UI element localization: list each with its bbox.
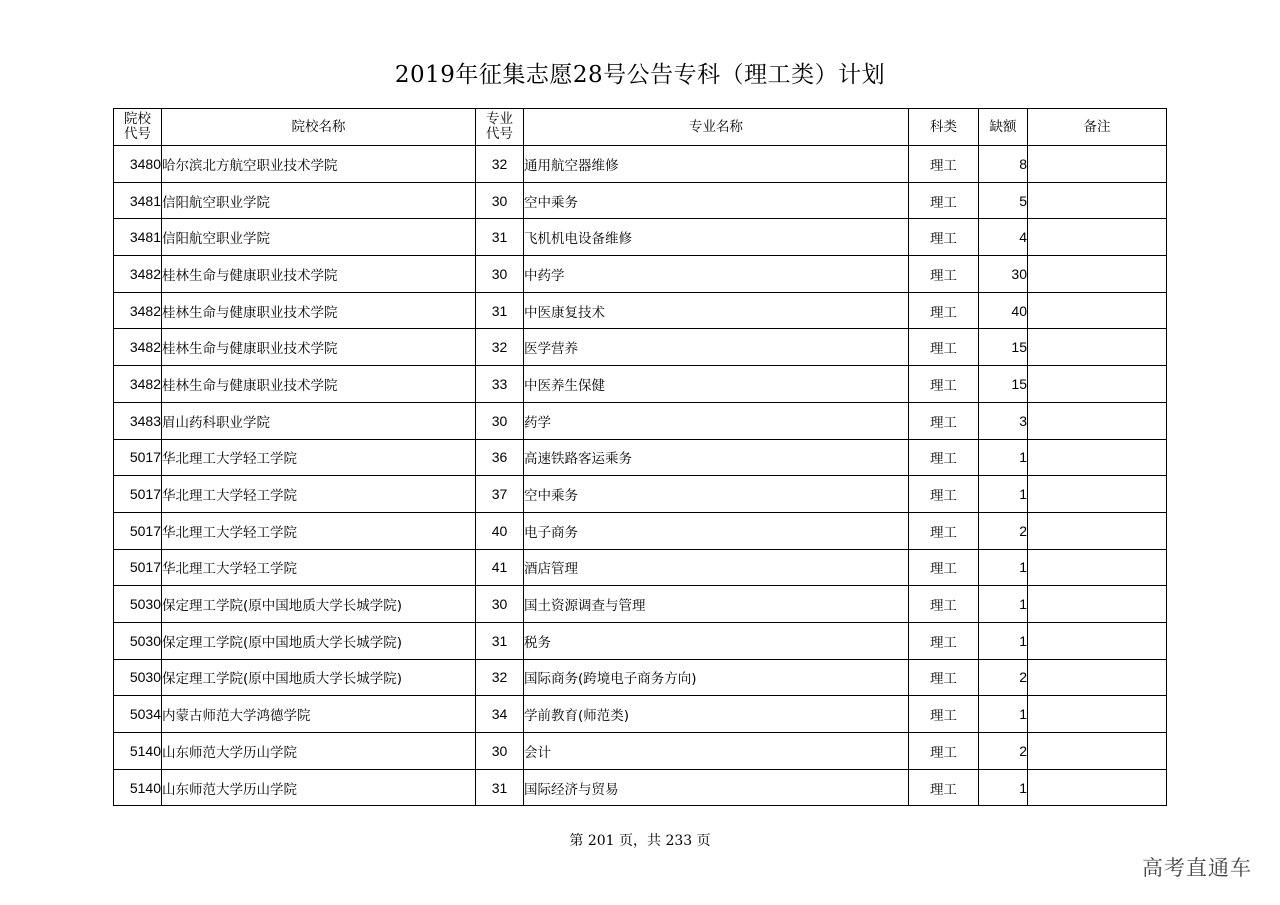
header-school-name: 院校名称 bbox=[162, 109, 476, 146]
cell-note bbox=[1028, 586, 1167, 623]
cell-major-name: 酒店管理 bbox=[524, 549, 909, 586]
cell-school-code: 5030 bbox=[114, 586, 162, 623]
cell-major-name: 中药学 bbox=[524, 256, 909, 293]
cell-note bbox=[1028, 659, 1167, 696]
cell-quota: 2 bbox=[979, 512, 1028, 549]
cell-note bbox=[1028, 439, 1167, 476]
cell-major-code: 32 bbox=[476, 146, 524, 183]
cell-school-code: 3483 bbox=[114, 402, 162, 439]
cell-school-name: 保定理工学院(原中国地质大学长城学院) bbox=[162, 659, 476, 696]
cell-school-name: 信阳航空职业学院 bbox=[162, 219, 476, 256]
table-header-row bbox=[114, 109, 1167, 146]
cell-category: 理工 bbox=[909, 512, 979, 549]
header-school-code bbox=[114, 109, 162, 146]
table-row bbox=[114, 622, 1167, 659]
cell-note bbox=[1028, 256, 1167, 293]
header-quota: 缺额 bbox=[979, 109, 1028, 146]
cell-school-name: 桂林生命与健康职业技术学院 bbox=[162, 292, 476, 329]
header-note: 备注 bbox=[1028, 109, 1167, 146]
cell-quota: 1 bbox=[979, 549, 1028, 586]
cell-school-code: 5140 bbox=[114, 733, 162, 770]
cell-school-name: 华北理工大学轻工学院 bbox=[162, 439, 476, 476]
table-row bbox=[114, 512, 1167, 549]
cell-major-name: 医学营养 bbox=[524, 329, 909, 366]
cell-quota: 1 bbox=[979, 696, 1028, 733]
cell-major-name: 国际经济与贸易 bbox=[524, 769, 909, 806]
cell-school-code: 3482 bbox=[114, 366, 162, 403]
cell-major-code: 31 bbox=[476, 769, 524, 806]
table-row bbox=[114, 329, 1167, 366]
cell-quota: 4 bbox=[979, 219, 1028, 256]
table-row bbox=[114, 549, 1167, 586]
cell-major-code: 41 bbox=[476, 549, 524, 586]
cell-major-code: 30 bbox=[476, 586, 524, 623]
cell-school-name: 华北理工大学轻工学院 bbox=[162, 549, 476, 586]
cell-category: 理工 bbox=[909, 366, 979, 403]
table-row bbox=[114, 769, 1167, 806]
cell-school-name: 山东师范大学历山学院 bbox=[162, 769, 476, 806]
cell-quota: 1 bbox=[979, 769, 1028, 806]
cell-note bbox=[1028, 292, 1167, 329]
cell-note bbox=[1028, 366, 1167, 403]
cell-major-name: 空中乘务 bbox=[524, 476, 909, 513]
cell-quota: 1 bbox=[979, 622, 1028, 659]
table-row bbox=[114, 586, 1167, 623]
cell-quota: 5 bbox=[979, 182, 1028, 219]
cell-quota: 40 bbox=[979, 292, 1028, 329]
cell-major-code: 32 bbox=[476, 329, 524, 366]
cell-note bbox=[1028, 733, 1167, 770]
header-school-code-label: 院校代号 bbox=[124, 111, 151, 142]
cell-school-name: 桂林生命与健康职业技术学院 bbox=[162, 366, 476, 403]
cell-major-name: 国际商务(跨境电子商务方向) bbox=[524, 659, 909, 696]
cell-major-name: 中医康复技术 bbox=[524, 292, 909, 329]
page-number: 第 201 页，共 233 页 bbox=[569, 833, 711, 849]
cell-school-name: 桂林生命与健康职业技术学院 bbox=[162, 256, 476, 293]
header-major-code-label: 专业代号 bbox=[486, 111, 513, 142]
cell-category: 理工 bbox=[909, 439, 979, 476]
cell-school-name: 桂林生命与健康职业技术学院 bbox=[162, 329, 476, 366]
cell-school-code: 3482 bbox=[114, 329, 162, 366]
cell-school-code: 5034 bbox=[114, 696, 162, 733]
cell-school-name: 华北理工大学轻工学院 bbox=[162, 512, 476, 549]
cell-note bbox=[1028, 146, 1167, 183]
cell-major-code: 30 bbox=[476, 182, 524, 219]
table-row bbox=[114, 733, 1167, 770]
cell-major-name: 电子商务 bbox=[524, 512, 909, 549]
cell-school-name: 眉山药科职业学院 bbox=[162, 402, 476, 439]
cell-school-name: 华北理工大学轻工学院 bbox=[162, 476, 476, 513]
table-row bbox=[114, 292, 1167, 329]
cell-school-code: 5017 bbox=[114, 476, 162, 513]
cell-major-code: 31 bbox=[476, 219, 524, 256]
cell-major-name: 药学 bbox=[524, 402, 909, 439]
plan-table bbox=[113, 108, 1167, 806]
cell-category: 理工 bbox=[909, 659, 979, 696]
page-title: 2019年征集志愿28号公告专科（理工类）计划 bbox=[394, 62, 886, 88]
table-row bbox=[114, 402, 1167, 439]
cell-note bbox=[1028, 622, 1167, 659]
cell-school-name: 保定理工学院(原中国地质大学长城学院) bbox=[162, 586, 476, 623]
cell-school-code: 3481 bbox=[114, 182, 162, 219]
table-row bbox=[114, 476, 1167, 513]
cell-major-code: 36 bbox=[476, 439, 524, 476]
cell-category: 理工 bbox=[909, 219, 979, 256]
cell-school-code: 3482 bbox=[114, 256, 162, 293]
cell-quota: 1 bbox=[979, 586, 1028, 623]
cell-school-code: 5017 bbox=[114, 512, 162, 549]
cell-school-code: 3481 bbox=[114, 219, 162, 256]
cell-note bbox=[1028, 329, 1167, 366]
cell-quota: 3 bbox=[979, 402, 1028, 439]
cell-category: 理工 bbox=[909, 146, 979, 183]
cell-major-name: 学前教育(师范类) bbox=[524, 696, 909, 733]
cell-category: 理工 bbox=[909, 696, 979, 733]
cell-major-code: 32 bbox=[476, 659, 524, 696]
cell-school-code: 5017 bbox=[114, 549, 162, 586]
cell-major-code: 34 bbox=[476, 696, 524, 733]
cell-category: 理工 bbox=[909, 182, 979, 219]
cell-note bbox=[1028, 769, 1167, 806]
table-row bbox=[114, 366, 1167, 403]
cell-major-name: 中医养生保健 bbox=[524, 366, 909, 403]
cell-major-code: 30 bbox=[476, 402, 524, 439]
cell-school-name: 信阳航空职业学院 bbox=[162, 182, 476, 219]
cell-quota: 2 bbox=[979, 733, 1028, 770]
cell-major-code: 37 bbox=[476, 476, 524, 513]
header-major-name: 专业名称 bbox=[524, 109, 909, 146]
cell-school-name: 内蒙古师范大学鸿德学院 bbox=[162, 696, 476, 733]
cell-category: 理工 bbox=[909, 292, 979, 329]
header-category: 科类 bbox=[909, 109, 979, 146]
cell-category: 理工 bbox=[909, 586, 979, 623]
table-row bbox=[114, 439, 1167, 476]
cell-quota: 8 bbox=[979, 146, 1028, 183]
cell-major-name: 飞机机电设备维修 bbox=[524, 219, 909, 256]
cell-quota: 1 bbox=[979, 476, 1028, 513]
cell-quota: 30 bbox=[979, 256, 1028, 293]
cell-major-name: 国土资源调查与管理 bbox=[524, 586, 909, 623]
cell-major-code: 31 bbox=[476, 622, 524, 659]
cell-category: 理工 bbox=[909, 329, 979, 366]
cell-category: 理工 bbox=[909, 476, 979, 513]
cell-school-code: 3480 bbox=[114, 146, 162, 183]
cell-category: 理工 bbox=[909, 622, 979, 659]
cell-note bbox=[1028, 512, 1167, 549]
cell-quota: 2 bbox=[979, 659, 1028, 696]
cell-major-code: 31 bbox=[476, 292, 524, 329]
cell-quota: 1 bbox=[979, 439, 1028, 476]
cell-school-code: 3482 bbox=[114, 292, 162, 329]
cell-note bbox=[1028, 696, 1167, 733]
watermark: 高考直通车 bbox=[1142, 856, 1252, 880]
cell-school-name: 保定理工学院(原中国地质大学长城学院) bbox=[162, 622, 476, 659]
cell-note bbox=[1028, 219, 1167, 256]
table-row bbox=[114, 659, 1167, 696]
cell-major-code: 33 bbox=[476, 366, 524, 403]
cell-school-code: 5017 bbox=[114, 439, 162, 476]
cell-category: 理工 bbox=[909, 549, 979, 586]
cell-note bbox=[1028, 549, 1167, 586]
cell-major-code: 30 bbox=[476, 733, 524, 770]
cell-major-name: 空中乘务 bbox=[524, 182, 909, 219]
cell-school-code: 5030 bbox=[114, 622, 162, 659]
cell-major-name: 会计 bbox=[524, 733, 909, 770]
cell-major-name: 高速铁路客运乘务 bbox=[524, 439, 909, 476]
cell-major-name: 通用航空器维修 bbox=[524, 146, 909, 183]
cell-major-name: 税务 bbox=[524, 622, 909, 659]
table-row bbox=[114, 182, 1167, 219]
table-row bbox=[114, 146, 1167, 183]
cell-major-code: 30 bbox=[476, 256, 524, 293]
cell-school-code: 5030 bbox=[114, 659, 162, 696]
cell-note bbox=[1028, 182, 1167, 219]
cell-school-name: 山东师范大学历山学院 bbox=[162, 733, 476, 770]
cell-category: 理工 bbox=[909, 402, 979, 439]
table-row bbox=[114, 219, 1167, 256]
cell-school-name: 哈尔滨北方航空职业技术学院 bbox=[162, 146, 476, 183]
cell-category: 理工 bbox=[909, 733, 979, 770]
cell-category: 理工 bbox=[909, 256, 979, 293]
header-major-code bbox=[476, 109, 524, 146]
cell-quota: 15 bbox=[979, 366, 1028, 403]
table-row bbox=[114, 256, 1167, 293]
cell-note bbox=[1028, 476, 1167, 513]
cell-category: 理工 bbox=[909, 769, 979, 806]
cell-quota: 15 bbox=[979, 329, 1028, 366]
cell-school-code: 5140 bbox=[114, 769, 162, 806]
table-row bbox=[114, 696, 1167, 733]
cell-major-code: 40 bbox=[476, 512, 524, 549]
cell-note bbox=[1028, 402, 1167, 439]
